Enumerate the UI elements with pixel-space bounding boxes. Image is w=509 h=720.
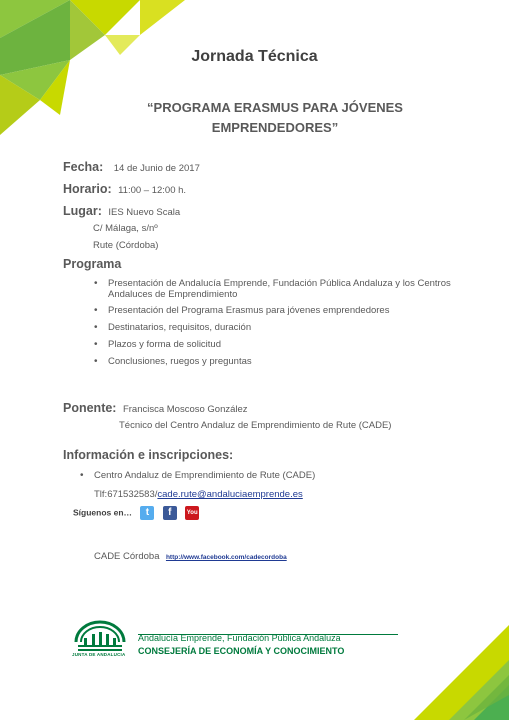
programa-item: • Plazos y forma de solicitud [94,339,468,350]
page-title: Jornada Técnica [191,48,318,65]
corner-decoration-bottom-right [414,625,509,720]
footer-line-2: CONSEJERÍA DE ECONOMÍA Y CONOCIMIENTO [138,646,345,656]
event-subtitle [110,98,440,138]
follow-label: Síguenos en… [73,507,133,518]
fecha-label: Fecha: [63,160,104,174]
lugar-label: Lugar: [63,204,102,218]
programa-item: • Conclusiones, ruegos y preguntas [94,356,468,367]
phone-number: Tlf:671532583/ [94,489,158,500]
programa-item: • Presentación del Programa Erasmus para jóvenes emprendedores [94,305,468,316]
programa-item: • Destinatarios, requisitos, duración [94,322,468,333]
ponente-role: Técnico del Centro Andaluz de Emprendimiento de Rute (CADE) [119,420,392,431]
twitter-icon[interactable]: t [140,506,154,520]
contact-row [94,489,303,500]
programa-list [94,278,468,367]
lugar-line-1: IES Nuevo Scala [108,207,181,218]
programa-item: • Presentación de Andalucía Emprende, Fundación Pública Andaluza y los Centros Andaluces de Emprendimiento [94,278,468,300]
subtitle-line-1: “PROGRAMA ERASMUS PARA JÓVENES [147,100,403,115]
cade-cordoba-label: CADE Córdoba [94,551,160,562]
horario-row [63,180,186,198]
footer-line-1: Andalucía Emprende, Fundación Pública Andaluza [138,633,341,643]
fecha-row [63,158,200,176]
lugar-line-2: C/ Málaga, s/nº [93,223,158,234]
lugar-row [63,202,180,220]
horario-label: Horario: [63,182,112,196]
facebook-link[interactable]: http://www.facebook.com/cadecordoba [165,554,287,561]
cade-center-item: • Centro Andaluz de Emprendimiento de Rute (CADE) [80,470,380,481]
follow-row [73,506,205,520]
inscripciones-heading: Información e inscripciones: [63,448,234,462]
ponente-label: Ponente: [63,401,117,415]
ponente-row [63,399,248,417]
fecha-value: 14 de Junio de 2017 [113,163,200,174]
inscripciones-list [80,470,380,481]
programa-heading: Programa [63,257,122,271]
facebook-icon[interactable]: f [163,506,177,520]
junta-label: JUNTA DE ANDALUCIA [72,652,126,657]
subtitle-line-2: EMPRENDEDORES” [211,120,339,135]
youtube-icon[interactable]: You [185,506,199,520]
ponente-name: Francisca Moscoso González [122,404,248,415]
email-link[interactable]: cade.rute@andaluciaemprende.es [157,489,303,500]
cade-cordoba-row [94,546,287,564]
horario-value: 11:00 – 12:00 h. [118,185,187,196]
lugar-line-3: Rute (Córdoba) [93,240,159,251]
